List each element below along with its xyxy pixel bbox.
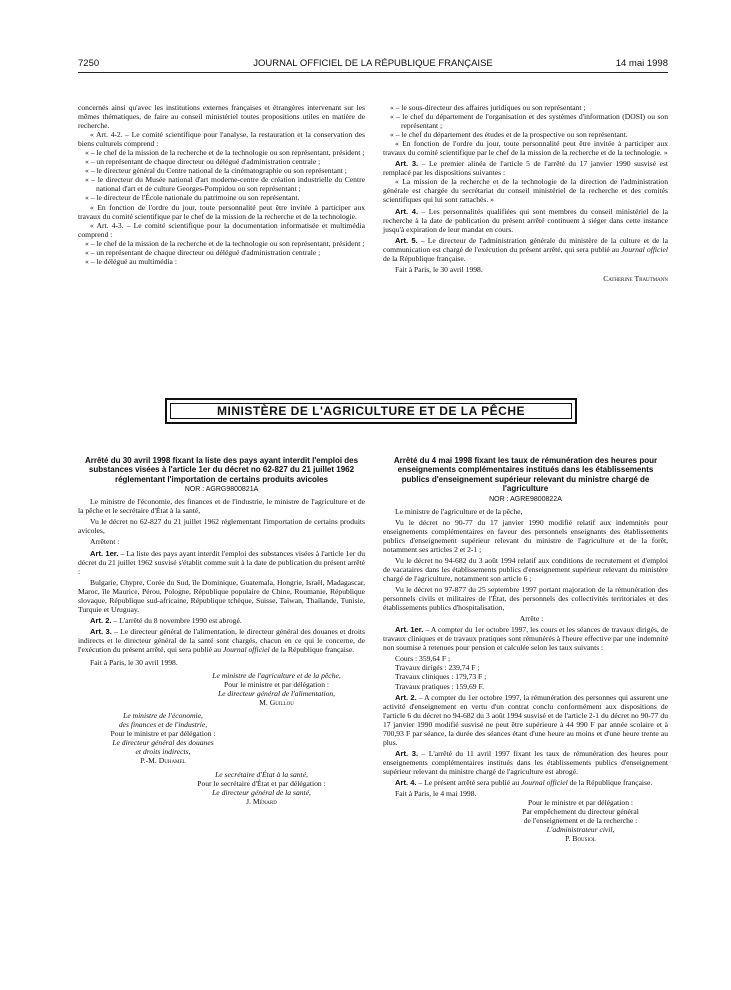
article-3: Art. 3. – L'arrêté du 11 avril 1997 fixant les taux de rémunération des heures pour enseignements complémentaires institués dans les établissements publics d'enseignement supérieur relevant du ministre chargé de l'agriculture est abrogé. xyxy=(383,748,668,776)
article-label: Art. 4. xyxy=(395,206,419,216)
top-left-column xyxy=(78,103,365,266)
signature-name: P. Bousiol xyxy=(565,834,596,844)
left-decree xyxy=(78,456,365,806)
issue-date: 14 mai 1998 xyxy=(615,58,668,69)
article-label: Art. 3. xyxy=(395,748,419,758)
paragraph: Vu le décret no 94-682 du 3 août 1994 relatif aux conditions de recrutement et d'emploi de vacataires dans les établissements publics d'enseignement supérieur relevant du ministère chargé de l'agriculture, notamment son article 6 ; xyxy=(383,555,668,583)
paragraph: Vu le décret no 97-877 du 25 septembre 1997 portant majoration de la rémunération des personnels civils et militaires de l'État, des personnels des collectivités territoriales et des établissements publics d'hospitalisation, xyxy=(383,585,668,613)
rate-item: Travaux cliniques : 179,73 F ; xyxy=(395,672,487,682)
paragraph: Arrête : xyxy=(519,614,544,624)
article-1: Art. 1er. – La liste des pays ayant interdit l'emploi des substances visées à l'article 1er du décret du 21 juillet 1962 susvisé s'établit comme suit à la date de publication du présent arrêté : xyxy=(78,548,365,576)
paragraph: « Art. 4-3. – Le comité scientifique pour la documentation informatisée et multimédia comprend : xyxy=(78,220,365,239)
signature-block: Pour le ministre et par délégation : Par empêchement du directeur général de l'enseignement et de la recherche : L'administrateur civil, P. Bousiol xyxy=(383,798,668,843)
article-3: Art. 3. – Le directeur général de l'alimentation, le directeur général des douanes et droits indirects et le directeur général de la santé sont chargés, chacun en ce qui le concerne, de l'exécution du présent arrêté, qui sera publié au Journal officiel de la République française. xyxy=(78,626,365,654)
list-item: « – le chef du département de l'organisation et des systèmes d'information (DOSI) ou son représentant ; xyxy=(390,112,668,131)
article-label: Art. 1er. xyxy=(395,625,424,635)
list-item: « – le chef du département des études et de la prospective ou son représentant. xyxy=(390,130,628,140)
paragraph: « La mission de la recherche et de la technologie de la direction de l'administration générale est chargée du secrétariat du conseil ministériel de la recherche et des comités scientifiques qui lui sont rattachés. » xyxy=(383,177,668,205)
list-item: « – le directeur du Musée national d'art moderne-centre de création industrielle du Centre national d'art et de culture Georges-Pompidou ou son représentant ; xyxy=(85,175,365,194)
rate-item: Travaux dirigés : 239,74 F ; xyxy=(395,663,480,673)
list-item: « – le délégué au multimédia : xyxy=(85,256,177,266)
list-item: « – le chef de la mission de la recherche et de la technologie ou son représentant, président ; xyxy=(85,238,365,248)
country-list: Bulgarie, Chypre, Corée du Sud, île Dominique, Guatemala, Hongrie, Israël, Madagascar, Maroc, île Maurice, Pérou, Pologne, République populaire de Chine, Roumanie, République slovaque, République sud-africaine, République tchèque, Suisse, Taïwan, Thaïlande, Tunisie, Turquie et Uruguay. xyxy=(78,577,365,614)
article-label: Art. 2. xyxy=(395,692,417,702)
paragraph: Le ministre de l'économie, des finances et de l'industrie, le ministre de l'agriculture et de la pêche et le secrétaire d'État à la santé, xyxy=(78,497,365,516)
article-2: Art. 2. – L'arrêté du 8 novembre 1990 est abrogé. xyxy=(90,615,242,625)
list-item: « – le directeur de l'École nationale du patrimoine ou son représentant. xyxy=(85,193,300,203)
paragraph: « En fonction de l'ordre du jour, toute personnalité peut être invitée à participer aux travaux du comité scientifique par le chef de la mission de la recherche et de la technologie. » xyxy=(383,139,668,158)
article-label: Art. 4. xyxy=(395,777,417,787)
signature-block-economy: Le ministre de l'économie, des finances et de l'industrie, Pour le ministre et par délégation : Le directeur général des douanes et droits indirects, P.-M. Duhamel xyxy=(78,711,248,765)
article-label: Art. 1er. xyxy=(90,548,119,558)
article-3: Art. 3. – Le premier alinéa de l'article 5 de l'arrêté du 17 janvier 1990 susvisé est remplacé par les dispositions suivantes : xyxy=(383,159,668,178)
article-4: Art. 4. – Les personnalités qualifiées qui sont membres du conseil ministériel de la recherche à la date de publication du présent arrêté continuent à siéger dans cette instance jusqu'à expiration de leur mandat en cours. xyxy=(383,206,668,234)
signature-block-health: Le secrétaire d'État à la santé, Pour le secrétaire d'État et par délégation : Le directeur général de la santé, J. Ménard xyxy=(78,770,365,806)
signature-name: P.-M. Duhamel xyxy=(140,756,186,766)
decree-title: Arrêté du 4 mai 1998 fixant les taux de rémunération des heures pour enseignements complémentaires institués dans les établissements publics d'enseignement supérieur relevant du ministre chargé de l'agriculture xyxy=(393,456,658,494)
ministry-banner: MINISTÈRE DE L'AGRICULTURE ET DE LA PÊCHE xyxy=(165,398,577,424)
rate-item: Cours : 359,64 F ; xyxy=(395,654,451,664)
article-4: Art. 4. – Le présent arrêté sera publié au Journal officiel de la République française. xyxy=(395,777,653,787)
list-item: « – un représentant de chaque directeur ou délégué d'administration centrale ; xyxy=(85,247,321,257)
paragraph: « En fonction de l'ordre du jour, toute personnalité peut être invitée à participer aux travaux du comité scientifique par le chef de la mission de la recherche et de la technologie. xyxy=(78,202,365,221)
signature-name: M. Guillou xyxy=(259,698,294,708)
article-2: Art. 2. – A compter du 1er octobre 1997, la rémunération des personnes qui assurent une activité d'enseignement en vertu d'un contrat conclu conformément aux dispositions de l'article 6 du décret no 94-682 du 3 août 1994 susvisé et de l'article 2-1 du décret no 90-77 du 17 janvier 1990 modifié susvisé ne peut être supérieure à 44 990 F par année scolaire et à 700,93 F par séance, la durée des séances étant d'une heure au moins et d'une heure trente au plus. xyxy=(383,692,668,747)
journal-title: JOURNAL OFFICIEL DE LA RÉPUBLIQUE FRANÇAISE xyxy=(253,58,493,69)
list-item: « – le chef de la mission de la recherche et de la technologie ou son représentant, président ; xyxy=(85,148,365,158)
nor-reference: NOR : AGRE9800822A xyxy=(489,495,562,503)
article-label: Art. 2. xyxy=(90,615,112,625)
paragraph: Vu le décret no 62-827 du 21 juillet 1962 réglementant l'importation de certains produits avicoles, xyxy=(78,517,365,536)
done-at: Fait à Paris, le 30 avril 1998. xyxy=(90,658,178,668)
article-label: Art. 3. xyxy=(90,626,112,636)
paragraph: « Art. 4-2. – Le comité scientifique pour l'analyse, la restauration et la conservation des biens culturels comprend : xyxy=(78,130,365,149)
list-item: « – le directeur général du Centre national de la cinématographie ou son représentant ; xyxy=(85,166,347,176)
paragraph: Vu le décret no 90-77 du 17 janvier 1990 modifié relatif aux indemnités pour enseignements complémentaires en faveur des personnels enseignants des établissements publics d'enseignement supérieur relevant du ministre de l'agriculture et de la forêt, notamment ses articles 2 et 2-1 ; xyxy=(383,517,668,554)
signature-name: Catherine Trautmann xyxy=(603,273,668,283)
decree-title: Arrêté du 30 avril 1998 fixant la liste des pays ayant interdit l'emploi des substances visées à l'article 1er du décret no 62-827 du 21 juillet 1962 réglementant l'importation de certains produits avicoles xyxy=(84,456,359,484)
rate-item: Travaux pratiques : 159,69 F. xyxy=(395,681,484,691)
article-label: Art. 3. xyxy=(395,159,419,169)
article-1: Art. 1er. – A compter du 1er octobre 1997, les cours et les séances de travaux dirigés, de travaux cliniques et de travaux pratiques sont rémunérés à l'heure effective par une indemnité non soumise à retenues pour pension et calculée selon les taux suivants : xyxy=(383,625,668,653)
signature-name: J. Ménard xyxy=(246,796,277,806)
done-at: Fait à Paris, le 4 mai 1998. xyxy=(395,789,477,799)
done-at: Fait à Paris, le 30 avril 1998. xyxy=(395,264,483,274)
list-item: « – un représentant de chaque directeur ou délégué d'administration centrale ; xyxy=(85,157,321,167)
paragraph: concernés ainsi qu'avec les institutions externes françaises et étrangères intervenant sur les mêmes thématiques, de faire au conseil ministériel toutes propositions utiles en matière de recherche. xyxy=(78,103,365,131)
top-right-column xyxy=(383,103,668,283)
right-decree xyxy=(383,456,668,843)
page-header xyxy=(78,58,668,73)
paragraph: Arrêtent : xyxy=(90,537,120,547)
list-item: « – le sous-directeur des affaires juridiques ou son représentant ; xyxy=(390,103,586,112)
page-number: 7250 xyxy=(78,58,100,69)
paragraph: Le ministre de l'agriculture et de la pêche, xyxy=(395,506,523,516)
nor-reference: NOR : AGRG9800821A xyxy=(184,486,259,494)
signature-block-agriculture: Le ministre de l'agriculture et de la pêche, Pour le ministre et par délégation : Le directeur général de l'alimentation, M. Guillou xyxy=(78,671,365,707)
article-5: Art. 5. – Le directeur de l'administration générale du ministère de la culture et de la communication est chargé de l'exécution du présent arrêté, qui sera publié au Journal officiel de la République française. xyxy=(383,235,669,263)
article-label: Art. 5. xyxy=(395,235,418,245)
